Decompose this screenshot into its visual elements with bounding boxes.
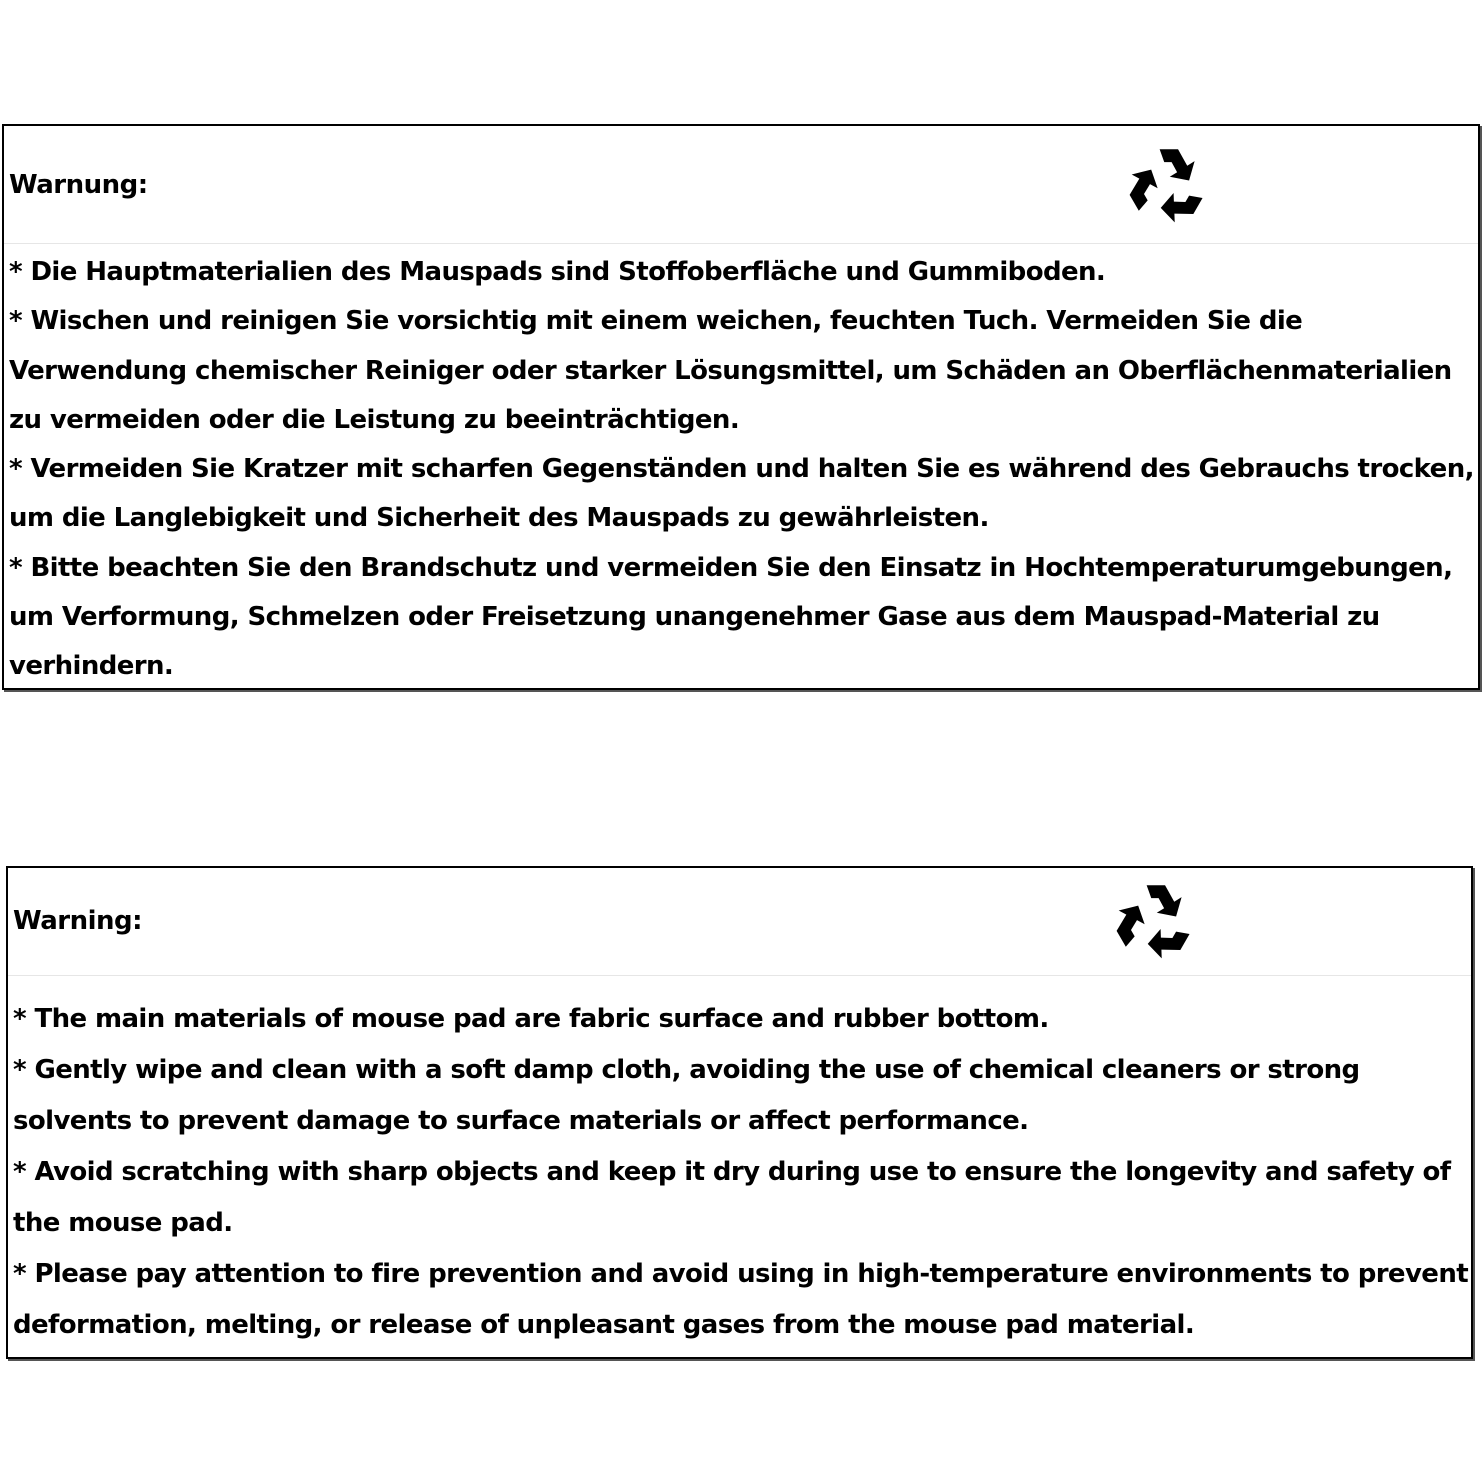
warning-item: * Vermeiden Sie Kratzer mit scharfen Gegenständen und halten Sie es während des Gebrauchs trocken, um die Langlebigkeit und Sicherheit des Mauspads zu gewährleisten. bbox=[9, 454, 1474, 534]
warning-panel-german bbox=[2, 124, 1480, 690]
warning-item: * Die Hauptmaterialien des Mauspads sind Stoffoberfläche und Gummiboden. bbox=[9, 257, 1106, 287]
warning-panel-english bbox=[6, 866, 1473, 1359]
warning-item: * Bitte beachten Sie den Brandschutz und vermeiden Sie den Einsatz in Hochtemperaturumgebungen, um Verformung, Schmelzen oder Freisetzung unangenehmer Gase aus dem Mauspad-Material zu verhindern. bbox=[9, 552, 1453, 682]
panel-header bbox=[4, 126, 1478, 244]
warning-item: * The main materials of mouse pad are fabric surface and rubber bottom. bbox=[13, 1004, 1049, 1034]
recycle-icon bbox=[1108, 876, 1200, 968]
panel-header bbox=[8, 868, 1471, 976]
warning-item: * Avoid scratching with sharp objects and keep it dry during use to ensure the longevity and safety of the mouse pad. bbox=[13, 1157, 1451, 1238]
warning-heading: Warnung: bbox=[9, 170, 148, 200]
recycle-icon bbox=[1121, 140, 1213, 232]
warning-item: * Gently wipe and clean with a soft damp cloth, avoiding the use of chemical cleaners or strong solvents to prevent damage to surface materials or affect performance. bbox=[13, 1055, 1360, 1136]
warning-heading: Warning: bbox=[13, 906, 143, 936]
warning-item: * Please pay attention to fire prevention and avoid using in high-temperature environments to prevent deformation, melting, or release of unpleasant gases from the mouse pad material. bbox=[13, 1259, 1469, 1340]
warning-list bbox=[4, 244, 1478, 692]
warning-item: * Wischen und reinigen Sie vorsichtig mit einem weichen, feuchten Tuch. Vermeiden Sie die Verwendung chemischer Reiniger oder starker Lösungsmittel, um Schäden an Oberflächenmaterialien zu vermeiden oder die Leistung zu beeinträchtigen. bbox=[9, 306, 1452, 435]
warning-list bbox=[8, 976, 1471, 1351]
